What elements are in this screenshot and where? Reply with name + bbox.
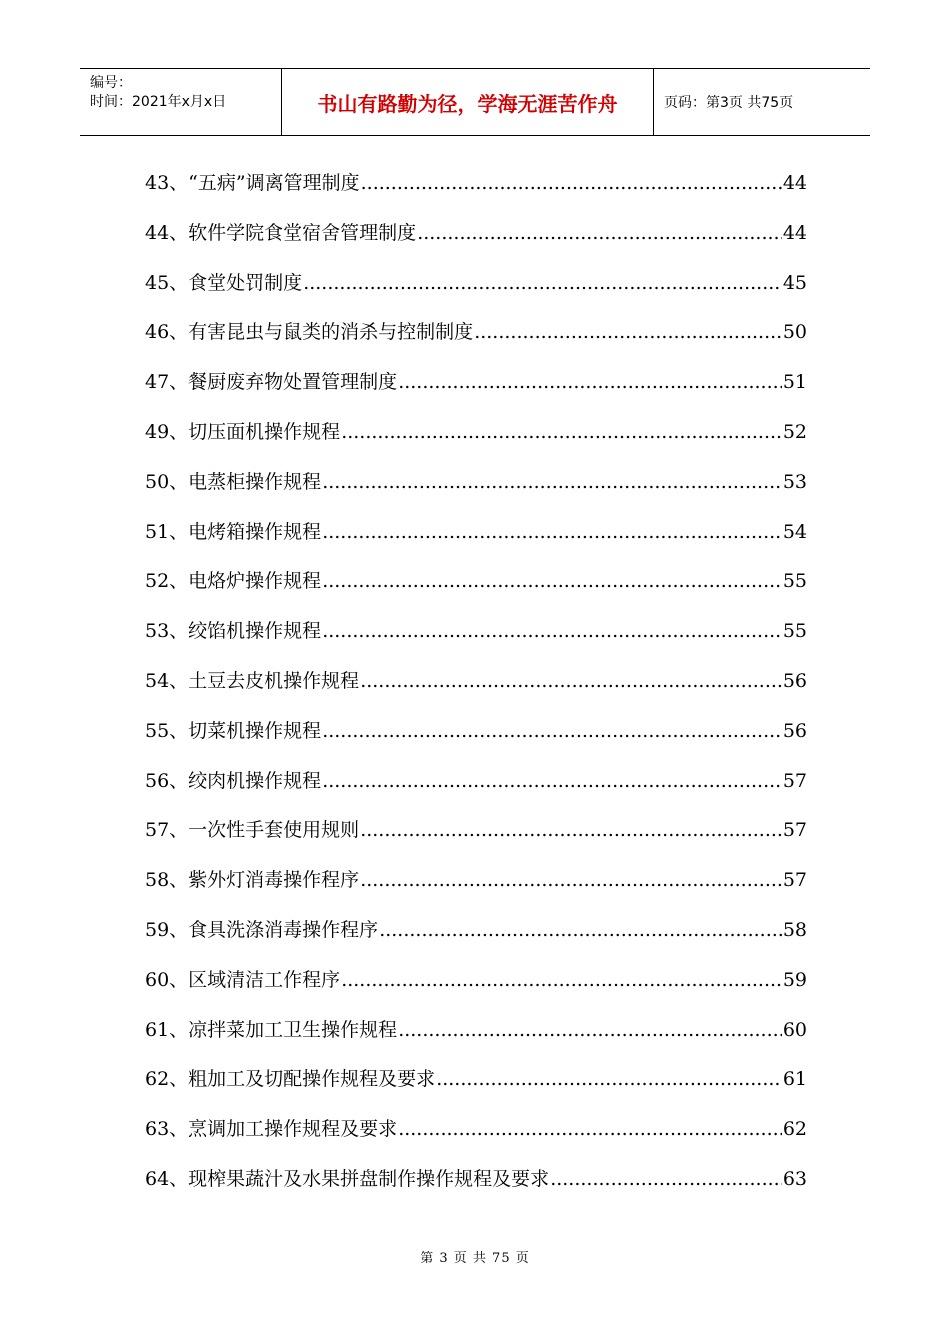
toc-dot-leader bbox=[322, 471, 782, 493]
toc-entry[interactable] bbox=[145, 467, 807, 517]
number-label: 编号： bbox=[90, 75, 132, 91]
toc-entry[interactable] bbox=[145, 218, 807, 268]
header-page-info: 页码：第3页 共75页 bbox=[664, 95, 794, 111]
toc-entry-page: 57 bbox=[782, 869, 807, 892]
toc-entry-page: 51 bbox=[782, 371, 807, 394]
toc-entry-label: 59、食具洗涤消毒操作程序 bbox=[145, 918, 379, 941]
toc-dot-leader bbox=[360, 869, 782, 891]
toc-entry-label: 63、烹调加工操作规程及要求 bbox=[145, 1118, 398, 1141]
toc-entry[interactable] bbox=[145, 815, 807, 865]
toc-entry-page: 54 bbox=[782, 520, 807, 543]
toc-dot-leader bbox=[322, 570, 782, 592]
toc-entry-page: 60 bbox=[782, 1018, 807, 1041]
toc-entry-label: 58、紫外灯消毒操作程序 bbox=[145, 869, 360, 892]
toc-entry-label: 61、凉拌菜加工卫生操作规程 bbox=[145, 1018, 398, 1041]
toc-entry-page: 63 bbox=[782, 1167, 807, 1190]
toc-dot-leader bbox=[474, 321, 782, 343]
toc-entry-label: 43、“五病”调离管理制度 bbox=[145, 172, 360, 194]
toc-dot-leader bbox=[322, 770, 782, 792]
toc-entry-label: 60、区域清洁工作程序 bbox=[145, 968, 341, 991]
toc-entry-page: 59 bbox=[782, 968, 807, 991]
toc-entry-label: 52、电烙炉操作规程 bbox=[145, 570, 322, 593]
toc-entry-page: 62 bbox=[782, 1118, 807, 1141]
toc-entry[interactable] bbox=[145, 666, 807, 716]
toc-entry[interactable] bbox=[145, 865, 807, 915]
toc-entry[interactable] bbox=[145, 616, 807, 666]
toc-entry-label: 53、绞馅机操作规程 bbox=[145, 620, 322, 643]
header-motto: 书山有路勤为径，学海无涯苦作舟 bbox=[282, 69, 654, 135]
toc-entry-label: 56、绞肉机操作规程 bbox=[145, 769, 322, 792]
toc-entry-page: 57 bbox=[782, 819, 807, 842]
toc-entry-page: 56 bbox=[782, 719, 807, 742]
toc-entry-page: 52 bbox=[782, 420, 807, 443]
toc-entry-label: 45、食堂处罚制度 bbox=[145, 271, 303, 294]
toc-entry[interactable] bbox=[145, 766, 807, 816]
toc-entry[interactable] bbox=[145, 1114, 807, 1164]
table-of-contents bbox=[145, 168, 807, 1214]
toc-entry-label: 44、软件学院食堂宿舍管理制度 bbox=[145, 221, 417, 244]
toc-entry[interactable] bbox=[145, 1015, 807, 1065]
toc-entry-label: 50、电蒸柜操作规程 bbox=[145, 470, 322, 493]
toc-entry[interactable] bbox=[145, 417, 807, 467]
toc-entry[interactable] bbox=[145, 716, 807, 766]
toc-entry-page: 58 bbox=[782, 918, 807, 941]
header-meta bbox=[80, 69, 282, 135]
toc-dot-leader bbox=[360, 670, 782, 692]
toc-dot-leader bbox=[398, 371, 782, 393]
toc-entry-page: 55 bbox=[782, 620, 807, 643]
toc-dot-leader bbox=[550, 1168, 782, 1190]
toc-dot-leader bbox=[417, 222, 782, 244]
toc-dot-leader bbox=[398, 1019, 782, 1041]
toc-entry-page: 44 bbox=[782, 221, 807, 244]
toc-entry-page: 45 bbox=[782, 271, 807, 294]
toc-entry-label: 55、切菜机操作规程 bbox=[145, 719, 322, 742]
toc-dot-leader bbox=[398, 1118, 782, 1140]
toc-entry[interactable] bbox=[145, 317, 807, 367]
toc-entry-label: 46、有害昆虫与鼠类的消杀与控制制度 bbox=[145, 321, 474, 344]
toc-dot-leader bbox=[436, 1068, 782, 1090]
toc-entry-label: 64、现榨果蔬汁及水果拼盘制作操作规程及要求 bbox=[145, 1167, 550, 1190]
toc-entry-page: 53 bbox=[782, 470, 807, 493]
toc-entry[interactable] bbox=[145, 915, 807, 965]
toc-dot-leader bbox=[361, 172, 782, 194]
toc-entry-page: 44 bbox=[782, 172, 807, 194]
toc-dot-leader bbox=[322, 620, 782, 642]
toc-dot-leader bbox=[303, 272, 782, 294]
toc-entry-page: 56 bbox=[782, 669, 807, 692]
toc-entry-label: 47、餐厨废弃物处置管理制度 bbox=[145, 371, 398, 394]
toc-entry-page: 55 bbox=[782, 570, 807, 593]
toc-entry-label: 57、一次性手套使用规则 bbox=[145, 819, 360, 842]
toc-entry-label: 51、电烤箱操作规程 bbox=[145, 520, 322, 543]
toc-entry[interactable] bbox=[145, 1164, 807, 1214]
toc-dot-leader bbox=[341, 969, 782, 991]
toc-entry-page: 61 bbox=[782, 1068, 807, 1091]
toc-entry-label: 49、切压面机操作规程 bbox=[145, 420, 341, 443]
toc-entry[interactable] bbox=[145, 367, 807, 417]
toc-dot-leader bbox=[341, 421, 782, 443]
toc-entry[interactable] bbox=[145, 517, 807, 567]
toc-entry[interactable] bbox=[145, 965, 807, 1015]
toc-entry[interactable] bbox=[145, 1064, 807, 1114]
toc-entry-page: 57 bbox=[782, 769, 807, 792]
page-footer: 第 3 页 共 75 页 bbox=[420, 1251, 530, 1266]
toc-dot-leader bbox=[379, 919, 782, 941]
toc-dot-leader bbox=[360, 819, 782, 841]
toc-dot-leader bbox=[322, 720, 782, 742]
toc-entry[interactable] bbox=[145, 168, 807, 218]
date-label: 时间：2021年x月x日 bbox=[90, 94, 227, 110]
toc-entry-label: 54、土豆去皮机操作规程 bbox=[145, 669, 360, 692]
toc-entry[interactable] bbox=[145, 268, 807, 318]
toc-entry-page: 50 bbox=[782, 321, 807, 344]
toc-entry-label: 62、粗加工及切配操作规程及要求 bbox=[145, 1068, 436, 1091]
toc-dot-leader bbox=[322, 521, 782, 543]
toc-entry[interactable] bbox=[145, 566, 807, 616]
page-header bbox=[80, 68, 870, 136]
